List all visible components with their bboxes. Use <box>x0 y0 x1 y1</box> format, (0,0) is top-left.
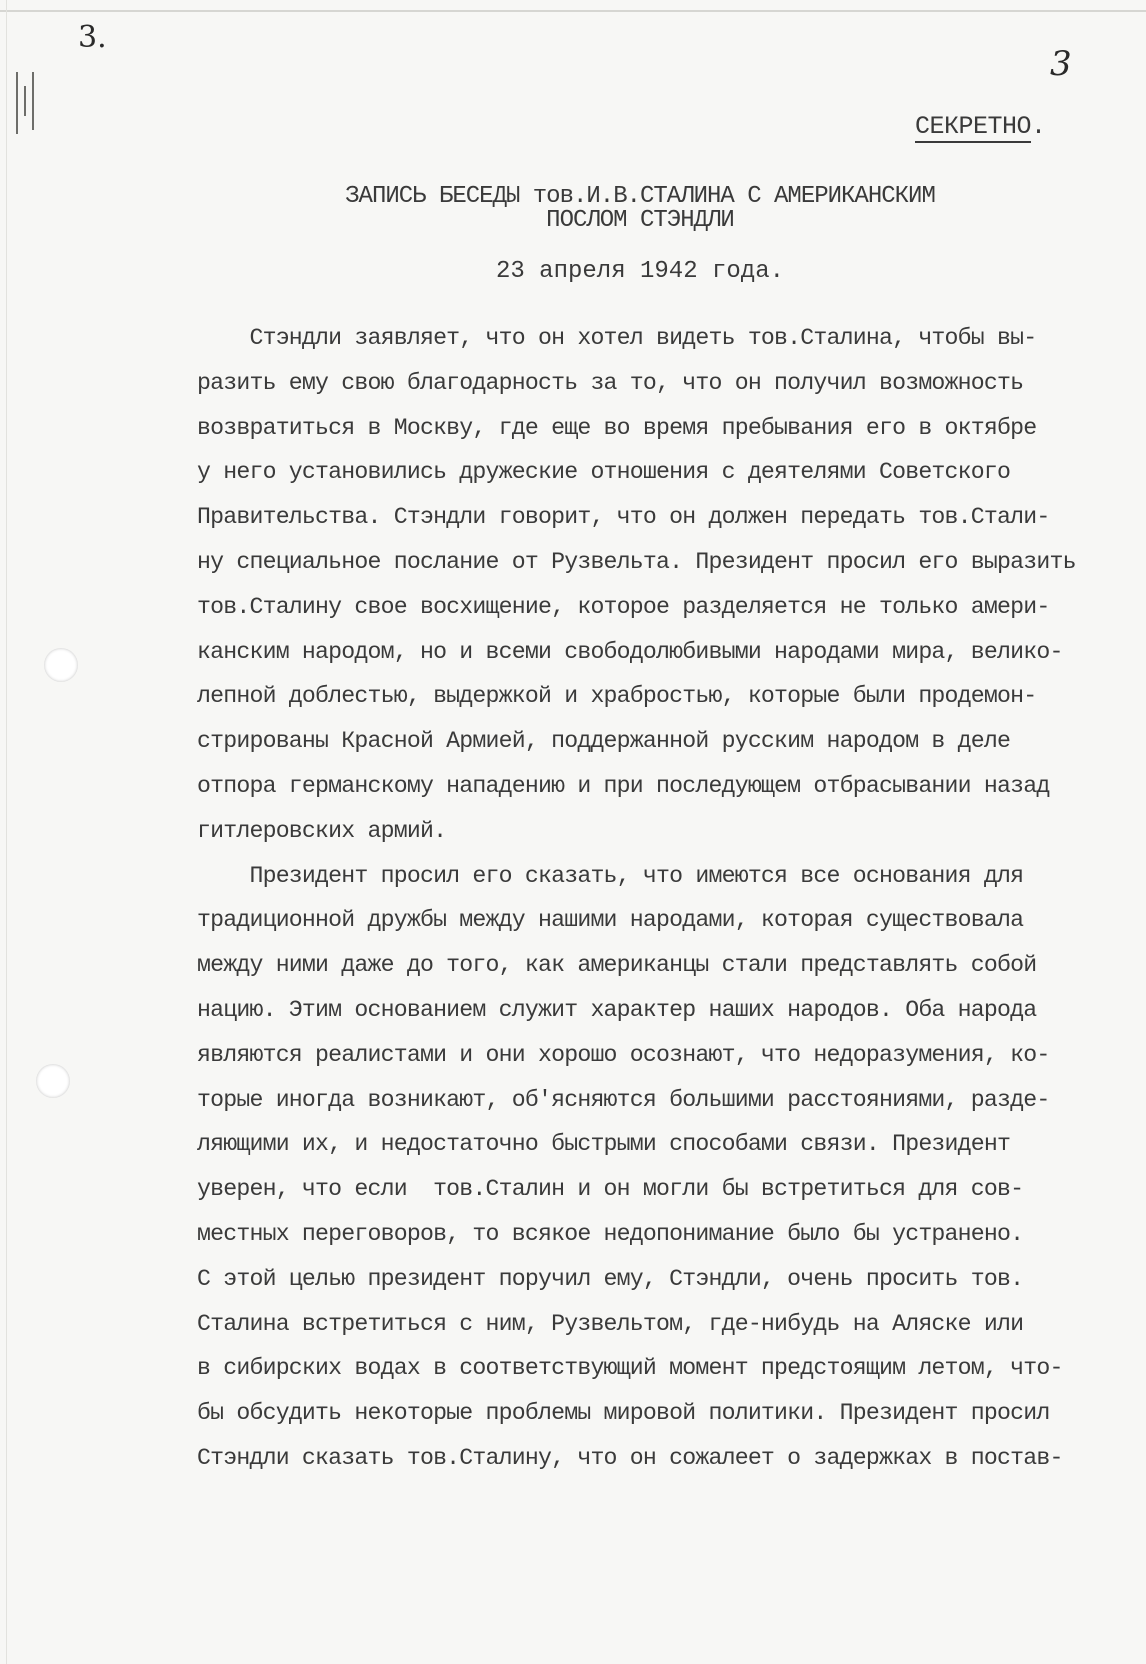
body-line: стрированы Красной Армией, поддержанной русским народом в деле <box>197 728 1011 755</box>
body-line: ляющими их, и недостаточно быстрыми способами связи. Президент <box>197 1131 1011 1158</box>
body-line: Стэндли заявляет, что он хотел видеть тов.Сталина, чтобы вы- <box>197 325 1037 351</box>
body-line: являются реалистами и они хорошо осознают, что недоразумения, ко- <box>197 1041 1050 1068</box>
body-line: Стэндли сказать тов.Сталину, что он сожалеет о задержках в постав- <box>197 1444 1063 1471</box>
body-line: Президент просил его сказать, что имеются все основания для <box>197 862 1024 889</box>
handwritten-page-number: 3 <box>1050 44 1072 84</box>
body-line: в сибирских водах в соответствующий момент предстоящим летом, что- <box>197 1355 1063 1382</box>
document-body <box>197 316 1107 1481</box>
body-line: уверен, что если тов.Сталин и он могли бы встретиться для сов- <box>197 1176 1024 1203</box>
classification-text: СЕКРЕТНО <box>915 112 1032 141</box>
margin-binding-marks <box>14 72 38 142</box>
body-line: разить ему свою благодарность за то, что он получил возможность <box>197 369 1024 396</box>
classification-stamp: СЕКРЕТНО. <box>915 112 1046 141</box>
document-title <box>280 185 1000 233</box>
page-left-edge <box>6 0 7 1664</box>
handwritten-corner-number: 3. <box>78 20 107 55</box>
page-top-edge <box>0 10 1146 12</box>
body-line: Правительства. Стэндли говорит, что он должен передать тов.Стали- <box>197 504 1050 531</box>
title-line-1: ЗАПИСЬ БЕСЕДЫ тов.И.В.СТАЛИНА С АМЕРИКАНСКИМ <box>345 183 935 210</box>
body-line: местных переговоров, то всякое недопонимание было бы устранено. <box>197 1220 1024 1247</box>
body-line: канским народом, но и всеми свободолюбивыми народами мира, велико- <box>197 638 1063 665</box>
body-line: отпора германскому нападению и при последующем отбрасывании назад <box>197 772 1050 799</box>
body-line: традиционной дружбы между нашими народами, которая существовала <box>197 907 1024 934</box>
punch-hole-lower <box>36 1064 70 1098</box>
body-line: лепной доблестью, выдержкой и храбростью, которые были продемон- <box>197 683 1037 710</box>
body-line: у него установились дружеские отношения с деятелями Советского <box>197 459 1011 486</box>
body-line: ну специальное послание от Рузвельта. Президент просил его выразить <box>197 548 1076 575</box>
body-line: тов.Сталину свое восхищение, которое разделяется не только амери- <box>197 593 1050 620</box>
body-line: гитлеровских армий. <box>197 817 447 844</box>
body-line: бы обсудить некоторые проблемы мировой политики. Президент просил <box>197 1400 1050 1427</box>
body-line: Сталина встретиться с ним, Рузвельтом, где-нибудь на Аляске или <box>197 1310 1024 1337</box>
body-line: между ними даже до того, как американцы стали представлять собой <box>197 952 1037 979</box>
body-line: С этой целью президент поручил ему, Стэндли, очень просить тов. <box>197 1265 1024 1292</box>
body-line: нацию. Этим основанием служит характер наших народов. Оба народа <box>197 996 1037 1023</box>
punch-hole-upper <box>44 648 78 682</box>
document-date: 23 апреля 1942 года. <box>495 258 785 285</box>
body-line: возвратиться в Москву, где еще во время пребывания его в октябре <box>197 414 1037 441</box>
title-line-2: ПОСЛОМ СТЭНДЛИ <box>546 207 734 234</box>
body-line: торые иногда возникают, об'ясняются большими расстояниями, разде- <box>197 1086 1050 1113</box>
